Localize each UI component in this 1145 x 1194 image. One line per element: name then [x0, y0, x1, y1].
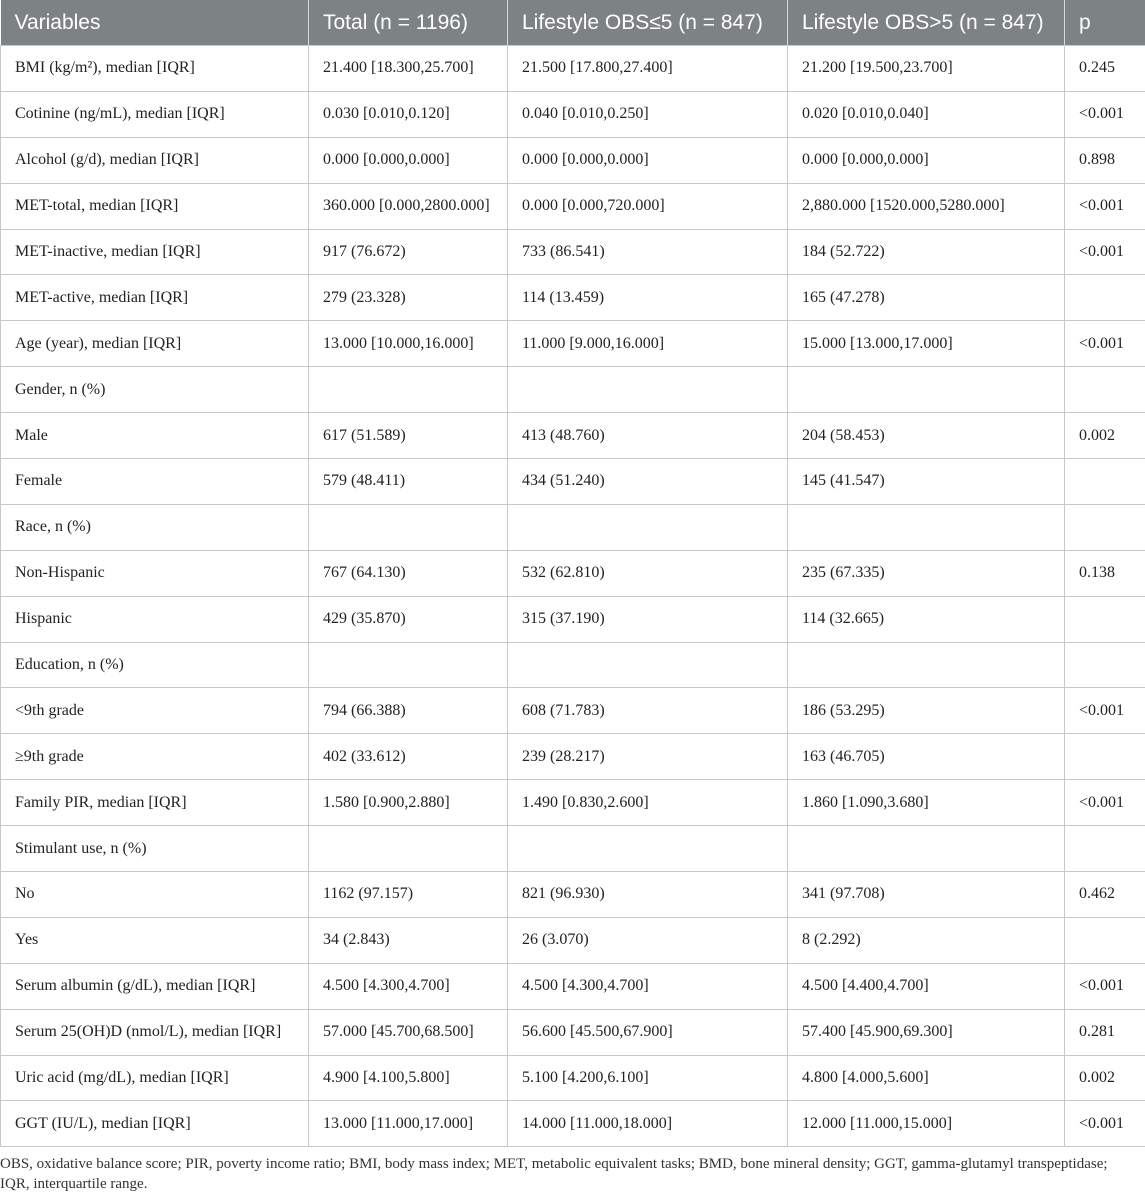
obs-gt5-cell: 165 (47.278) — [788, 275, 1065, 321]
total-cell: 794 (66.388) — [309, 688, 508, 734]
obs-gt5-cell: 1.860 [1.090,3.680] — [788, 780, 1065, 826]
obs-le5-cell: 56.600 [45.500,67.900] — [508, 1009, 788, 1055]
total-cell — [309, 504, 508, 550]
total-cell: 13.000 [11.000,17.000] — [309, 1101, 508, 1147]
table-footnote: OBS, oxidative balance score; PIR, poverty income ratio; BMI, body mass index; MET, metabolic equivalent tasks; BMD, bone mineral density; GGT, gamma-glutamyl transpeptidase; IQR, interquartile range. — [0, 1147, 1140, 1194]
p-value-cell: <0.001 — [1065, 1101, 1145, 1147]
variable-cell: Alcohol (g/d), median [IQR] — [1, 137, 309, 183]
total-cell — [309, 642, 508, 688]
obs-gt5-cell: 186 (53.295) — [788, 688, 1065, 734]
p-value-cell: 0.281 — [1065, 1009, 1145, 1055]
variable-cell: Non-Hispanic — [1, 550, 309, 596]
table-row — [1, 963, 1145, 1009]
obs-gt5-cell — [788, 826, 1065, 872]
p-value-cell: 0.462 — [1065, 872, 1145, 918]
variable-cell: MET-total, median [IQR] — [1, 183, 309, 229]
p-value-cell: 0.138 — [1065, 550, 1145, 596]
obs-gt5-cell: 12.000 [11.000,15.000] — [788, 1101, 1065, 1147]
obs-le5-cell: 4.500 [4.300,4.700] — [508, 963, 788, 1009]
obs-gt5-cell: 4.800 [4.000,5.600] — [788, 1055, 1065, 1101]
obs-le5-cell: 0.000 [0.000,720.000] — [508, 183, 788, 229]
total-cell: 279 (23.328) — [309, 275, 508, 321]
total-cell: 1.580 [0.900,2.880] — [309, 780, 508, 826]
obs-gt5-cell — [788, 642, 1065, 688]
obs-gt5-cell — [788, 504, 1065, 550]
variable-cell: BMI (kg/m²), median [IQR] — [1, 46, 309, 92]
total-cell: 402 (33.612) — [309, 734, 508, 780]
column-header-obs-le5: Lifestyle OBS≤5 (n = 847) — [508, 0, 788, 46]
obs-gt5-cell: 145 (41.547) — [788, 459, 1065, 505]
table-row — [1, 413, 1145, 459]
obs-gt5-cell: 15.000 [13.000,17.000] — [788, 321, 1065, 367]
total-cell: 13.000 [10.000,16.000] — [309, 321, 508, 367]
variable-cell: Female — [1, 459, 309, 505]
p-value-cell — [1065, 917, 1145, 963]
obs-gt5-cell: 57.400 [45.900,69.300] — [788, 1009, 1065, 1055]
obs-gt5-cell: 341 (97.708) — [788, 872, 1065, 918]
total-cell: 4.500 [4.300,4.700] — [309, 963, 508, 1009]
p-value-cell — [1065, 734, 1145, 780]
variable-cell: <9th grade — [1, 688, 309, 734]
p-value-cell: 0.002 — [1065, 1055, 1145, 1101]
obs-gt5-cell: 2,880.000 [1520.000,5280.000] — [788, 183, 1065, 229]
p-value-cell: <0.001 — [1065, 91, 1145, 137]
total-cell: 579 (48.411) — [309, 459, 508, 505]
p-value-cell: <0.001 — [1065, 229, 1145, 275]
obs-le5-cell: 434 (51.240) — [508, 459, 788, 505]
obs-le5-cell: 733 (86.541) — [508, 229, 788, 275]
obs-gt5-cell: 4.500 [4.400,4.700] — [788, 963, 1065, 1009]
p-value-cell: 0.245 — [1065, 46, 1145, 92]
table-row — [1, 137, 1145, 183]
total-cell: 360.000 [0.000,2800.000] — [309, 183, 508, 229]
table-row — [1, 1009, 1145, 1055]
p-value-cell: <0.001 — [1065, 688, 1145, 734]
table-row — [1, 642, 1145, 688]
table-row — [1, 872, 1145, 918]
variable-cell: No — [1, 872, 309, 918]
total-cell: 57.000 [45.700,68.500] — [309, 1009, 508, 1055]
table-row — [1, 550, 1145, 596]
obs-gt5-cell: 235 (67.335) — [788, 550, 1065, 596]
obs-le5-cell: 5.100 [4.200,6.100] — [508, 1055, 788, 1101]
variable-cell: Cotinine (ng/mL), median [IQR] — [1, 91, 309, 137]
total-cell: 4.900 [4.100,5.800] — [309, 1055, 508, 1101]
table-row — [1, 321, 1145, 367]
total-cell: 0.000 [0.000,0.000] — [309, 137, 508, 183]
table-row — [1, 1101, 1145, 1147]
table-row — [1, 826, 1145, 872]
total-cell: 0.030 [0.010,0.120] — [309, 91, 508, 137]
p-value-cell — [1065, 459, 1145, 505]
total-cell — [309, 826, 508, 872]
obs-gt5-cell: 8 (2.292) — [788, 917, 1065, 963]
obs-le5-cell: 0.040 [0.010,0.250] — [508, 91, 788, 137]
column-header-total: Total (n = 1196) — [309, 0, 508, 46]
p-value-cell — [1065, 275, 1145, 321]
p-value-cell — [1065, 642, 1145, 688]
p-value-cell: 0.002 — [1065, 413, 1145, 459]
total-cell — [309, 367, 508, 413]
obs-gt5-cell: 163 (46.705) — [788, 734, 1065, 780]
p-value-cell: 0.898 — [1065, 137, 1145, 183]
obs-le5-cell: 608 (71.783) — [508, 688, 788, 734]
obs-le5-cell — [508, 826, 788, 872]
table-row — [1, 183, 1145, 229]
total-cell: 34 (2.843) — [309, 917, 508, 963]
obs-le5-cell: 114 (13.459) — [508, 275, 788, 321]
total-cell: 21.400 [18.300,25.700] — [309, 46, 508, 92]
table-body — [1, 46, 1145, 1147]
obs-le5-cell: 315 (37.190) — [508, 596, 788, 642]
table-row — [1, 1055, 1145, 1101]
obs-gt5-cell: 204 (58.453) — [788, 413, 1065, 459]
table-row — [1, 367, 1145, 413]
obs-le5-cell: 413 (48.760) — [508, 413, 788, 459]
obs-le5-cell — [508, 367, 788, 413]
variable-cell: Male — [1, 413, 309, 459]
table-row — [1, 275, 1145, 321]
p-value-cell — [1065, 504, 1145, 550]
table-row — [1, 780, 1145, 826]
obs-le5-cell: 21.500 [17.800,27.400] — [508, 46, 788, 92]
variable-cell: Race, n (%) — [1, 504, 309, 550]
table-row — [1, 917, 1145, 963]
variable-cell: GGT (IU/L), median [IQR] — [1, 1101, 309, 1147]
p-value-cell — [1065, 596, 1145, 642]
obs-le5-cell — [508, 504, 788, 550]
variable-cell: Hispanic — [1, 596, 309, 642]
p-value-cell — [1065, 367, 1145, 413]
table-row — [1, 229, 1145, 275]
p-value-cell: <0.001 — [1065, 321, 1145, 367]
variable-cell: MET-active, median [IQR] — [1, 275, 309, 321]
obs-le5-cell: 1.490 [0.830,2.600] — [508, 780, 788, 826]
obs-gt5-cell: 114 (32.665) — [788, 596, 1065, 642]
table-header-row — [1, 0, 1145, 46]
obs-le5-cell: 11.000 [9.000,16.000] — [508, 321, 788, 367]
table-row — [1, 91, 1145, 137]
p-value-cell: <0.001 — [1065, 780, 1145, 826]
total-cell: 917 (76.672) — [309, 229, 508, 275]
table-row — [1, 596, 1145, 642]
column-header-variables: Variables — [1, 0, 309, 46]
variable-cell: Education, n (%) — [1, 642, 309, 688]
table-row — [1, 688, 1145, 734]
variable-cell: Family PIR, median [IQR] — [1, 780, 309, 826]
variable-cell: Gender, n (%) — [1, 367, 309, 413]
obs-gt5-cell: 21.200 [19.500,23.700] — [788, 46, 1065, 92]
obs-gt5-cell: 184 (52.722) — [788, 229, 1065, 275]
variable-cell: ≥9th grade — [1, 734, 309, 780]
obs-gt5-cell: 0.000 [0.000,0.000] — [788, 137, 1065, 183]
obs-le5-cell: 0.000 [0.000,0.000] — [508, 137, 788, 183]
obs-le5-cell: 14.000 [11.000,18.000] — [508, 1101, 788, 1147]
total-cell: 617 (51.589) — [309, 413, 508, 459]
obs-le5-cell: 239 (28.217) — [508, 734, 788, 780]
table-row — [1, 504, 1145, 550]
column-header-p: p — [1065, 0, 1145, 46]
table-row — [1, 734, 1145, 780]
table-row — [1, 459, 1145, 505]
obs-le5-cell: 532 (62.810) — [508, 550, 788, 596]
variable-cell: Yes — [1, 917, 309, 963]
column-header-obs-gt5: Lifestyle OBS>5 (n = 847) — [788, 0, 1065, 46]
table-row — [1, 46, 1145, 92]
total-cell: 1162 (97.157) — [309, 872, 508, 918]
obs-le5-cell: 821 (96.930) — [508, 872, 788, 918]
obs-gt5-cell: 0.020 [0.010,0.040] — [788, 91, 1065, 137]
p-value-cell — [1065, 826, 1145, 872]
variable-cell: MET-inactive, median [IQR] — [1, 229, 309, 275]
variable-cell: Stimulant use, n (%) — [1, 826, 309, 872]
obs-le5-cell: 26 (3.070) — [508, 917, 788, 963]
variable-cell: Serum albumin (g/dL), median [IQR] — [1, 963, 309, 1009]
p-value-cell: <0.001 — [1065, 963, 1145, 1009]
total-cell: 429 (35.870) — [309, 596, 508, 642]
p-value-cell: <0.001 — [1065, 183, 1145, 229]
variable-cell: Uric acid (mg/dL), median [IQR] — [1, 1055, 309, 1101]
total-cell: 767 (64.130) — [309, 550, 508, 596]
obs-gt5-cell — [788, 367, 1065, 413]
variable-cell: Age (year), median [IQR] — [1, 321, 309, 367]
obs-le5-cell — [508, 642, 788, 688]
variable-cell: Serum 25(OH)D (nmol/L), median [IQR] — [1, 1009, 309, 1055]
